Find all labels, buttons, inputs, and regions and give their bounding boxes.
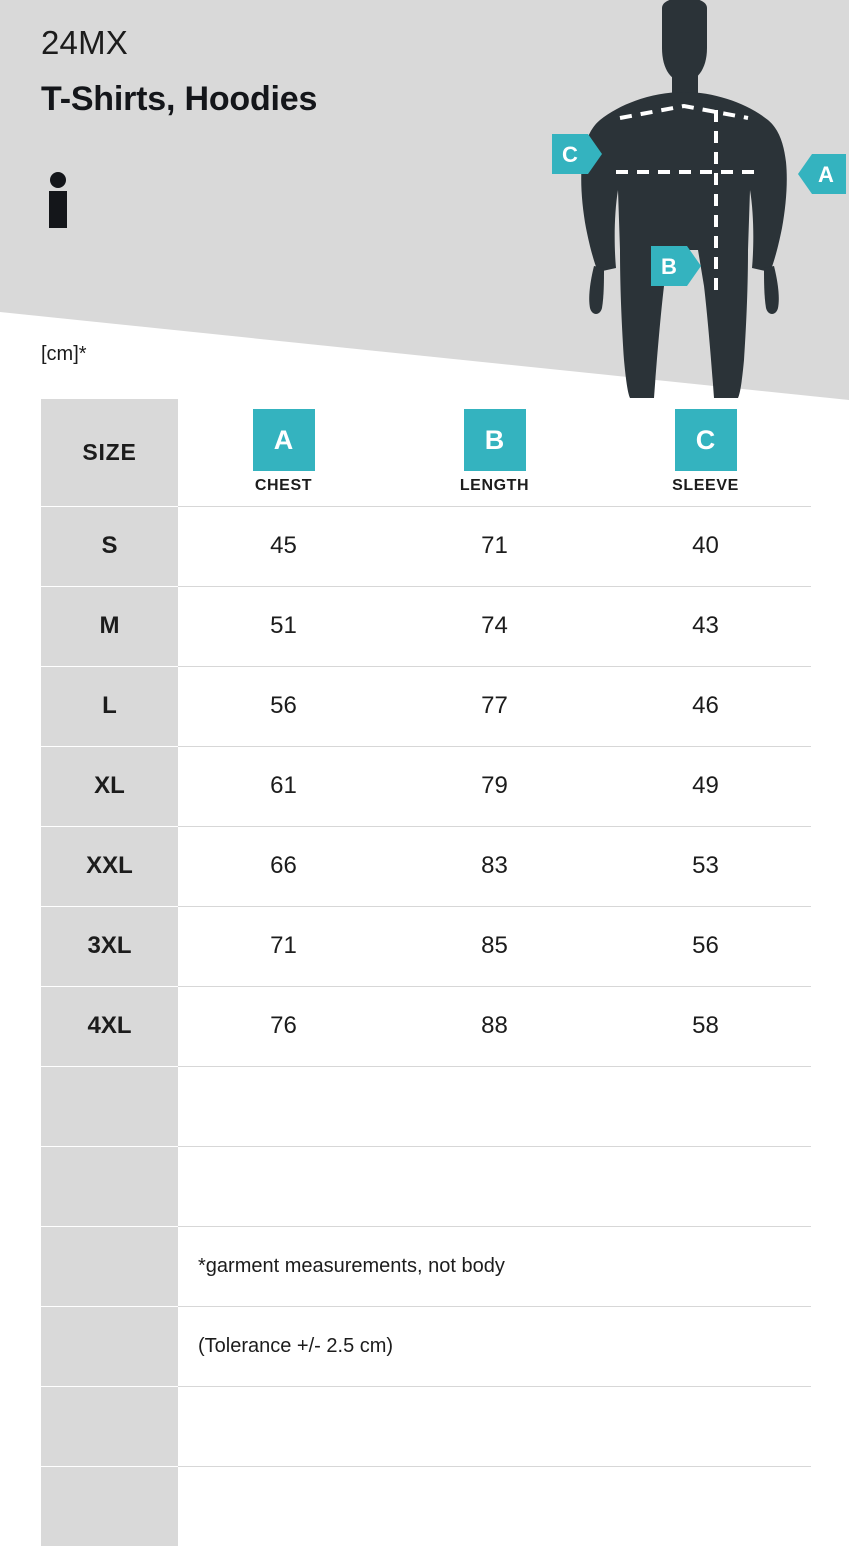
row-sleeve: 49 <box>600 746 811 826</box>
header-sleeve-label: SLEEVE <box>672 477 739 495</box>
blank-size-cell <box>41 1466 178 1546</box>
header-size: SIZE <box>41 399 178 506</box>
figure-badge-a <box>798 154 846 194</box>
table-row <box>41 826 811 906</box>
table-blank-row <box>41 1066 811 1146</box>
header-length <box>389 399 600 506</box>
person-icon <box>41 172 75 228</box>
brand-name: 24MX <box>41 24 129 61</box>
header-chest <box>178 399 389 506</box>
table-blank-row <box>41 1466 811 1546</box>
row-length: 74 <box>389 586 600 666</box>
row-sleeve: 56 <box>600 906 811 986</box>
blank-size-cell <box>41 1146 178 1226</box>
row-sleeve: 40 <box>600 506 811 586</box>
blank-cell <box>178 1146 811 1226</box>
row-chest: 51 <box>178 586 389 666</box>
row-chest: 61 <box>178 746 389 826</box>
row-size: 3XL <box>41 906 178 986</box>
table-note-row <box>41 1226 811 1306</box>
badge-c: C <box>675 409 737 471</box>
row-chest: 66 <box>178 826 389 906</box>
row-size: XL <box>41 746 178 826</box>
blank-cell <box>178 1466 811 1546</box>
row-chest: 45 <box>178 506 389 586</box>
table-row <box>41 906 811 986</box>
table-row <box>41 506 811 586</box>
table-row <box>41 666 811 746</box>
row-size: 4XL <box>41 986 178 1066</box>
blank-cell <box>178 1066 811 1146</box>
table-blank-row <box>41 1146 811 1226</box>
page-title: T-Shirts, Hoodies <box>41 80 318 118</box>
row-sleeve: 53 <box>600 826 811 906</box>
row-length: 71 <box>389 506 600 586</box>
row-sleeve: 46 <box>600 666 811 746</box>
header-length-label: LENGTH <box>459 477 530 495</box>
row-chest: 76 <box>178 986 389 1066</box>
blank-cell <box>178 1386 811 1466</box>
blank-size-cell <box>41 1226 178 1306</box>
row-size: L <box>41 666 178 746</box>
table-blank-row <box>41 1386 811 1466</box>
blank-size-cell <box>41 1306 178 1386</box>
table-header-row <box>41 399 811 506</box>
row-size: S <box>41 506 178 586</box>
figure-badge-b <box>651 246 701 286</box>
svg-text:A: A <box>818 162 834 187</box>
badge-a: A <box>253 409 315 471</box>
blank-size-cell <box>41 1386 178 1466</box>
table-row <box>41 986 811 1066</box>
table-row <box>41 586 811 666</box>
table-row <box>41 746 811 826</box>
header-chest-label: CHEST <box>254 477 313 495</box>
male-torso-measurement-figure <box>520 0 849 400</box>
row-length: 85 <box>389 906 600 986</box>
row-length: 77 <box>389 666 600 746</box>
row-size: M <box>41 586 178 666</box>
svg-text:B: B <box>661 254 677 279</box>
header-sleeve <box>600 399 811 506</box>
badge-b: B <box>464 409 526 471</box>
table-note-row <box>41 1306 811 1386</box>
row-length: 83 <box>389 826 600 906</box>
row-length: 79 <box>389 746 600 826</box>
note-garment: *garment measurements, not body <box>178 1226 811 1306</box>
row-chest: 71 <box>178 906 389 986</box>
svg-text:C: C <box>562 142 578 167</box>
row-chest: 56 <box>178 666 389 746</box>
units-label: [cm]* <box>41 343 87 365</box>
size-chart-table <box>41 399 811 1546</box>
row-size: XXL <box>41 826 178 906</box>
row-sleeve: 43 <box>600 586 811 666</box>
blank-size-cell <box>41 1066 178 1146</box>
row-sleeve: 58 <box>600 986 811 1066</box>
row-length: 88 <box>389 986 600 1066</box>
note-tolerance: (Tolerance +/- 2.5 cm) <box>178 1306 811 1386</box>
